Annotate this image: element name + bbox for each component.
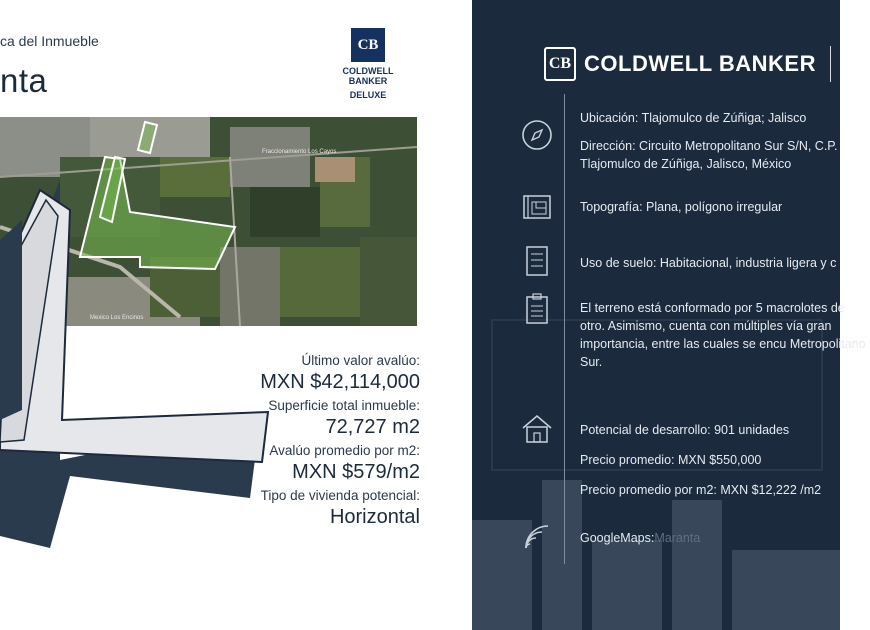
map-label-los-cayos: Fraccionamiento Los Cayos bbox=[262, 149, 337, 155]
average-price-text: Precio promedio: MXN $550,000 bbox=[580, 453, 762, 467]
brand-suffix: D bbox=[842, 51, 859, 76]
section-subtitle: ca del Inmueble bbox=[0, 33, 99, 49]
description-paragraph: El terreno está conformado por 5 macrolotes de otro. Asimismo, cuenta con múltiples vía gran importancia, entre las cuales se encu Metropolitano Sur. bbox=[580, 301, 866, 369]
housing-type-label: Tipo de vivienda potencial: bbox=[260, 488, 420, 503]
last-valuation-label: Último valor avalúo: bbox=[301, 353, 420, 368]
brand-suffix: DELUXE bbox=[349, 90, 387, 100]
brand-divider bbox=[830, 46, 831, 82]
timeline-divider bbox=[564, 94, 565, 564]
map-label-los-encinos: Mexico Los Encinos bbox=[90, 315, 144, 321]
address-line-1: Dirección: Circuito Metropolitano Sur S/N, C.P. bbox=[580, 139, 838, 153]
cb-monogram-icon: CB bbox=[544, 47, 576, 81]
brand-name: COLDWELL BANKER bbox=[342, 66, 394, 86]
google-maps-label: GoogleMaps: bbox=[580, 531, 655, 545]
house-icon bbox=[520, 412, 554, 446]
avg-valuation-value: MXN $579/m2 bbox=[292, 461, 420, 483]
property-title: nta bbox=[0, 62, 48, 99]
topography-text: Topografía: Plana, polígono irregular bbox=[580, 200, 783, 214]
land-use-text: Uso de suelo: Habitacional, industria ligera y c bbox=[580, 256, 837, 270]
valuation-stats bbox=[160, 352, 420, 530]
last-valuation-value: MXN $42,114,000 bbox=[260, 371, 420, 393]
signal-icon bbox=[520, 520, 554, 554]
cb-monogram-icon: CB bbox=[351, 28, 385, 62]
blueprint-icon bbox=[520, 190, 554, 224]
google-maps-link[interactable]: Maranta bbox=[654, 531, 701, 545]
total-area-label: Superficie total inmueble: bbox=[268, 398, 420, 413]
development-potential-text: Potencial de desarrollo: 901 unidades bbox=[580, 423, 790, 437]
total-area-value: 72,727 m2 bbox=[325, 416, 420, 438]
property-sheet-right-panel bbox=[472, 0, 866, 630]
coldwell-banker-header-logo bbox=[544, 46, 859, 82]
avg-valuation-label: Avalúo promedio por m2: bbox=[269, 443, 420, 458]
coldwell-banker-logo bbox=[335, 28, 401, 100]
clipboard-icon bbox=[520, 292, 554, 326]
compass-icon bbox=[520, 118, 554, 152]
checklist-icon bbox=[520, 244, 554, 278]
housing-type-value: Horizontal bbox=[329, 506, 420, 528]
brand-name: COLDWELL BANKER bbox=[584, 51, 816, 76]
location-text: Ubicación: Tlajomulco de Zúñiga; Jalisco bbox=[580, 111, 807, 125]
google-maps-row bbox=[580, 529, 700, 547]
price-per-m2-text: Precio promedio por m2: MXN $12,222 /m2 bbox=[580, 483, 822, 497]
address-line-2: Tlajomulco de Zúñiga, Jalisco, México bbox=[580, 157, 792, 171]
